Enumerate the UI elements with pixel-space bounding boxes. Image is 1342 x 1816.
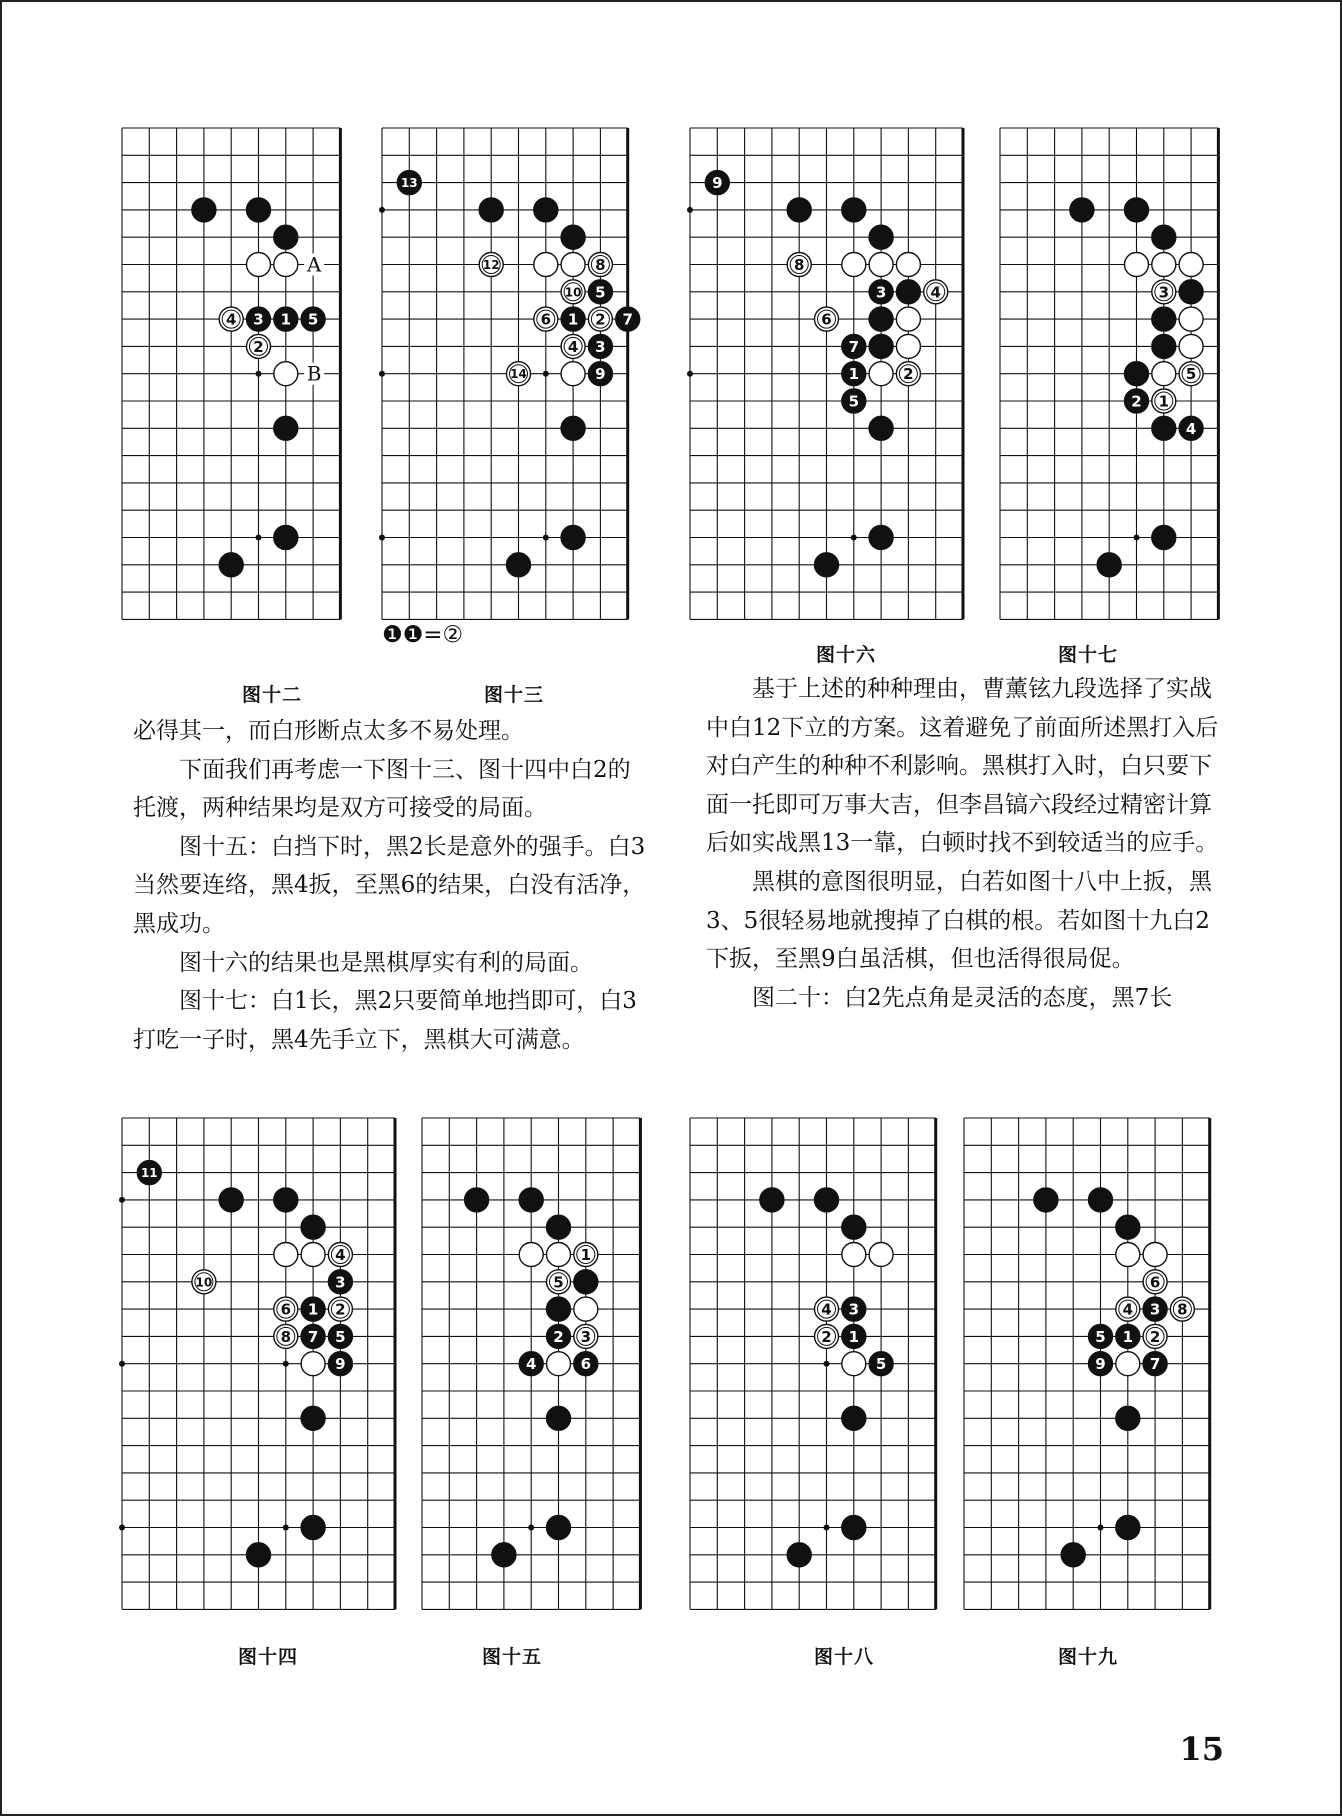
black-stone xyxy=(247,198,271,222)
move-number: 4 xyxy=(930,283,941,302)
move-number: 10 xyxy=(195,1275,213,1290)
black-stone xyxy=(561,225,585,249)
white-stone xyxy=(896,334,920,358)
white-stone xyxy=(534,253,558,277)
black-stone xyxy=(1070,198,1094,222)
move-number: 11 xyxy=(140,1166,158,1181)
white-stone xyxy=(534,307,558,331)
black-stone xyxy=(1152,225,1176,249)
black-stone xyxy=(519,1188,543,1212)
white-stone xyxy=(1152,362,1176,386)
star-point xyxy=(256,371,262,377)
black-stone xyxy=(137,1161,161,1185)
black-stone xyxy=(1152,416,1176,440)
black-stone xyxy=(1152,307,1176,331)
white-stone xyxy=(842,253,866,277)
white-stone xyxy=(869,362,893,386)
move-number: 1 xyxy=(1122,1327,1134,1346)
caption-diagram-12: 图十二 xyxy=(241,684,302,706)
black-stone xyxy=(1152,334,1176,358)
white-stone xyxy=(328,1243,352,1267)
go-diagram-14 xyxy=(122,1118,386,1610)
black-stone xyxy=(842,198,866,222)
black-stone xyxy=(274,416,298,440)
black-stone xyxy=(1152,526,1176,550)
white-stone xyxy=(301,1352,325,1376)
go-diagram-13 xyxy=(382,128,633,620)
move-number: 2 xyxy=(903,365,914,384)
go-diagram-12 xyxy=(122,128,342,620)
move-number: 6 xyxy=(540,310,552,329)
black-stone xyxy=(561,526,585,550)
caption-diagram-15: 图十五 xyxy=(481,1646,542,1668)
black-stone xyxy=(1089,1324,1113,1348)
black-stone xyxy=(507,553,531,577)
black-stone xyxy=(1143,1297,1167,1321)
star-point xyxy=(283,1361,289,1367)
move-number: 7 xyxy=(848,337,860,356)
black-stone xyxy=(869,526,893,550)
white-stone xyxy=(574,1324,598,1348)
caption-diagram-18: 图十八 xyxy=(813,1646,874,1668)
black-stone xyxy=(274,526,298,550)
white-stone xyxy=(924,280,948,304)
black-stone xyxy=(547,1297,571,1321)
star-point xyxy=(1098,1525,1104,1531)
white-stone xyxy=(547,1270,571,1294)
white-stone xyxy=(192,1270,216,1294)
white-stone xyxy=(274,253,298,277)
move-number: 5 xyxy=(595,283,606,302)
move-number: 5 xyxy=(1095,1327,1106,1346)
paragraph: 黑棋的意图很明显，白若如图十八中上扳，黑3、5很轻易地就搜掉了白棋的根。若如图十九白2下扳，至黑9白虽活棋，但也活得很局促。 xyxy=(706,868,1212,973)
move-number: 12 xyxy=(482,258,500,272)
white-stone xyxy=(815,1324,839,1348)
white-stone xyxy=(301,1243,325,1267)
black-stone xyxy=(842,389,866,413)
move-number: 2 xyxy=(335,1300,346,1319)
move-number: 9 xyxy=(712,174,723,193)
star-point xyxy=(687,371,693,377)
white-stone xyxy=(815,1297,839,1321)
white-stone xyxy=(274,1243,298,1267)
black-stone xyxy=(1116,1324,1140,1348)
move-number: 4 xyxy=(525,1355,537,1374)
black-stone xyxy=(760,1188,784,1212)
black-stone xyxy=(479,198,503,222)
move-number: 4 xyxy=(567,337,579,356)
paragraph: 图十七：白1长，黑2只要简单地挡即可，白3打吃一子时，黑4先手立下，黑棋大可满意。 xyxy=(133,988,637,1053)
white-stone xyxy=(1143,1270,1167,1294)
black-stone xyxy=(787,1543,811,1567)
black-stone xyxy=(219,1188,243,1212)
move-number: 2 xyxy=(553,1327,564,1346)
caption-diagram-16: 图十六 xyxy=(815,644,876,666)
white-stone xyxy=(561,334,585,358)
black-stone xyxy=(842,362,866,386)
black-stone xyxy=(301,1406,325,1430)
white-stone xyxy=(1152,253,1176,277)
white-stone xyxy=(588,253,612,277)
white-stone xyxy=(519,1243,543,1267)
paragraph: 图十五：白挡下时，黑2长是意外的强手。白3当然要连络，黑4扳，至黑6的结果，白没有活净，黑成功。 xyxy=(133,833,646,937)
white-stone xyxy=(896,307,920,331)
black-stone xyxy=(842,1324,866,1348)
point-label: B xyxy=(306,361,322,386)
black-stone xyxy=(787,198,811,222)
white-stone xyxy=(1152,389,1176,413)
white-stone xyxy=(842,1352,866,1376)
white-stone xyxy=(588,307,612,331)
star-point xyxy=(379,207,385,213)
move-number: 1 xyxy=(848,365,860,384)
black-stone xyxy=(842,1406,866,1430)
white-stone xyxy=(219,307,243,331)
black-stone xyxy=(274,225,298,249)
move-number: 1 xyxy=(1158,392,1170,411)
black-stone xyxy=(815,553,839,577)
move-number: 3 xyxy=(253,310,264,329)
star-point xyxy=(528,1525,534,1531)
black-stone xyxy=(815,1188,839,1212)
white-stone xyxy=(1143,1243,1167,1267)
white-stone xyxy=(561,362,585,386)
white-stone xyxy=(561,253,585,277)
white-stone xyxy=(815,307,839,331)
move-number: 5 xyxy=(848,392,860,411)
black-stone xyxy=(1116,1406,1140,1430)
white-stone xyxy=(896,362,920,386)
black-stone xyxy=(1061,1543,1085,1567)
move-number: 3 xyxy=(1149,1300,1161,1319)
black-stone xyxy=(869,334,893,358)
white-stone xyxy=(1152,280,1176,304)
black-stone xyxy=(842,1297,866,1321)
move-number: 4 xyxy=(1122,1300,1134,1319)
move-number: 2 xyxy=(253,337,264,356)
black-stone xyxy=(842,334,866,358)
white-stone xyxy=(1170,1297,1194,1321)
black-stone xyxy=(301,1324,325,1348)
black-stone xyxy=(869,416,893,440)
black-stone xyxy=(588,334,612,358)
move-number: 1 xyxy=(567,310,579,329)
move-number: 3 xyxy=(335,1273,346,1292)
black-stone xyxy=(561,416,585,440)
black-stone xyxy=(561,307,585,331)
black-stone xyxy=(192,198,216,222)
page-number: 15 xyxy=(1179,1730,1224,1768)
star-point xyxy=(379,535,385,541)
star-point xyxy=(256,535,262,541)
black-stone xyxy=(1089,1352,1113,1376)
black-stone xyxy=(869,225,893,249)
paragraph: 基于上述的种种理由，曹薰铉九段选择了实战中白12下立的方案。这着避免了前面所述黑打入后对白产生的种种不利影响。黑棋打入时，白只要下面一托即可万事大吉，但李昌镐六段经过精密计算后如实战黑13一靠，白顿时找不到较适当的应手。 xyxy=(706,676,1219,857)
black-stone xyxy=(574,1270,598,1294)
black-stone xyxy=(1179,416,1203,440)
move-number: 3 xyxy=(580,1327,592,1346)
white-stone xyxy=(274,362,298,386)
star-point xyxy=(1134,535,1140,541)
move-number: 1 xyxy=(580,1246,592,1264)
paragraph: 必得其一，而白形断点太多不易处理。 xyxy=(133,718,524,744)
black-stone xyxy=(1116,1215,1140,1239)
black-stone xyxy=(301,1215,325,1239)
move-number: 14 xyxy=(510,367,527,382)
black-stone xyxy=(1034,1188,1058,1212)
move-number: 6 xyxy=(280,1300,292,1319)
move-number: 2 xyxy=(1149,1327,1161,1346)
go-diagram-16 xyxy=(690,128,962,620)
go-diagram-15 xyxy=(422,1118,646,1610)
black-stone xyxy=(1125,362,1149,386)
paragraph: 下面我们再考虑一下图十三、图十四中白2的托渡，两种结果均是双方可接受的局面。 xyxy=(133,756,631,822)
move-number: 2 xyxy=(595,310,606,329)
black-stone xyxy=(896,280,920,304)
move-number: 8 xyxy=(1177,1300,1188,1319)
move-number: 5 xyxy=(553,1273,564,1292)
white-stone xyxy=(1179,362,1203,386)
black-stone xyxy=(842,1516,866,1540)
move-number: 8 xyxy=(595,256,606,274)
caption-diagram-19: 图十九 xyxy=(1057,1646,1118,1668)
black-stone xyxy=(1125,389,1149,413)
white-stone xyxy=(574,1243,598,1267)
move-number: 3 xyxy=(595,337,606,356)
move-number: 10 xyxy=(564,285,582,300)
star-point xyxy=(851,535,857,541)
move-number: 13 xyxy=(400,176,418,191)
move-number: 5 xyxy=(1185,365,1197,384)
white-stone xyxy=(561,280,585,304)
white-stone xyxy=(507,362,531,386)
move-number: 4 xyxy=(821,1300,832,1319)
black-stone xyxy=(274,307,298,331)
black-stone xyxy=(588,362,612,386)
black-stone xyxy=(869,1352,893,1376)
paragraph: 图十六的结果也是黑棋厚实有利的局面。 xyxy=(179,949,593,976)
white-stone xyxy=(274,1324,298,1348)
black-stone xyxy=(547,1406,571,1430)
white-stone xyxy=(1179,307,1203,331)
white-stone xyxy=(1179,253,1203,277)
move-number: 5 xyxy=(335,1327,346,1346)
move-number: 8 xyxy=(793,256,805,274)
move-number: 1 xyxy=(848,1327,860,1346)
star-point xyxy=(119,1197,125,1203)
black-stone xyxy=(705,171,729,195)
star-point xyxy=(283,1525,289,1531)
white-stone xyxy=(1143,1324,1167,1348)
white-stone xyxy=(1116,1352,1140,1376)
diagram-13-equivalence-note: ❶❶=② xyxy=(382,622,464,648)
star-point xyxy=(379,371,385,377)
black-stone xyxy=(869,307,893,331)
go-diagram-19 xyxy=(964,1118,1210,1610)
white-stone xyxy=(787,253,811,277)
white-stone xyxy=(328,1297,352,1321)
move-number: 3 xyxy=(848,1300,860,1319)
move-number: 5 xyxy=(875,1355,887,1374)
black-stone xyxy=(247,1543,271,1567)
white-stone xyxy=(247,334,271,358)
move-number: 7 xyxy=(1149,1355,1161,1374)
point-label: A xyxy=(306,252,322,277)
black-stone xyxy=(465,1188,489,1212)
move-number: 5 xyxy=(307,310,319,329)
white-stone xyxy=(1116,1243,1140,1267)
star-point xyxy=(824,1525,830,1531)
black-stone xyxy=(1143,1352,1167,1376)
black-stone xyxy=(519,1352,543,1376)
white-stone xyxy=(574,1297,598,1321)
move-number: 6 xyxy=(580,1355,592,1374)
black-stone xyxy=(534,198,558,222)
white-stone xyxy=(547,1243,571,1267)
black-stone xyxy=(274,1188,298,1212)
black-stone xyxy=(1125,198,1149,222)
move-number: 9 xyxy=(595,365,606,384)
black-stone xyxy=(301,1516,325,1540)
white-stone xyxy=(896,253,920,277)
black-stone xyxy=(547,1215,571,1239)
black-stone xyxy=(301,307,325,331)
black-stone xyxy=(1089,1188,1113,1212)
caption-diagram-14: 图十四 xyxy=(237,1646,298,1668)
move-number: 6 xyxy=(821,310,832,329)
white-stone xyxy=(247,253,271,277)
black-stone xyxy=(588,280,612,304)
black-stone xyxy=(574,1352,598,1376)
move-number: 4 xyxy=(225,310,237,329)
white-stone xyxy=(1116,1297,1140,1321)
move-number: 6 xyxy=(1149,1273,1161,1292)
go-diagram-18 xyxy=(690,1118,936,1610)
black-stone xyxy=(616,307,640,331)
white-stone xyxy=(547,1352,571,1376)
black-stone xyxy=(328,1324,352,1348)
move-number: 7 xyxy=(307,1327,319,1346)
white-stone xyxy=(274,1297,298,1321)
caption-diagram-17: 图十七 xyxy=(1057,644,1118,666)
white-stone xyxy=(842,1243,866,1267)
black-stone xyxy=(1097,553,1121,577)
move-number: 4 xyxy=(335,1246,346,1264)
move-number: 3 xyxy=(1158,283,1170,302)
black-stone xyxy=(869,280,893,304)
star-point xyxy=(543,535,549,541)
go-diagram-17 xyxy=(1000,128,1224,620)
move-number: 9 xyxy=(335,1355,346,1374)
star-point xyxy=(824,1361,830,1367)
left-text-column xyxy=(133,712,653,1059)
white-stone xyxy=(869,253,893,277)
move-number: 1 xyxy=(307,1300,319,1319)
black-stone xyxy=(219,553,243,577)
black-stone xyxy=(547,1324,571,1348)
white-stone xyxy=(479,253,503,277)
black-stone xyxy=(328,1270,352,1294)
star-point xyxy=(119,1525,125,1531)
black-stone xyxy=(547,1516,571,1540)
black-stone xyxy=(1179,280,1203,304)
move-number: 2 xyxy=(1131,392,1142,411)
caption-diagram-13: 图十三 xyxy=(483,684,544,706)
black-stone xyxy=(842,1215,866,1239)
black-stone xyxy=(301,1297,325,1321)
black-stone xyxy=(492,1543,516,1567)
move-number: 8 xyxy=(280,1327,292,1346)
star-point xyxy=(543,371,549,377)
white-stone xyxy=(869,1243,893,1267)
white-stone xyxy=(1179,334,1203,358)
star-point xyxy=(119,1361,125,1367)
move-number: 9 xyxy=(1095,1355,1106,1374)
paragraph: 图二十：白2先点角是灵活的态度，黑7长 xyxy=(752,984,1173,1011)
black-stone xyxy=(328,1352,352,1376)
black-stone xyxy=(247,307,271,331)
move-number: 4 xyxy=(1185,419,1197,438)
black-stone xyxy=(397,171,421,195)
move-number: 2 xyxy=(821,1327,832,1346)
move-number: 3 xyxy=(875,283,887,302)
black-stone xyxy=(1116,1516,1140,1540)
move-number: 7 xyxy=(622,310,633,329)
move-number: 1 xyxy=(280,310,292,329)
star-point xyxy=(687,207,693,213)
white-stone xyxy=(1125,253,1149,277)
right-text-column xyxy=(706,670,1228,1017)
